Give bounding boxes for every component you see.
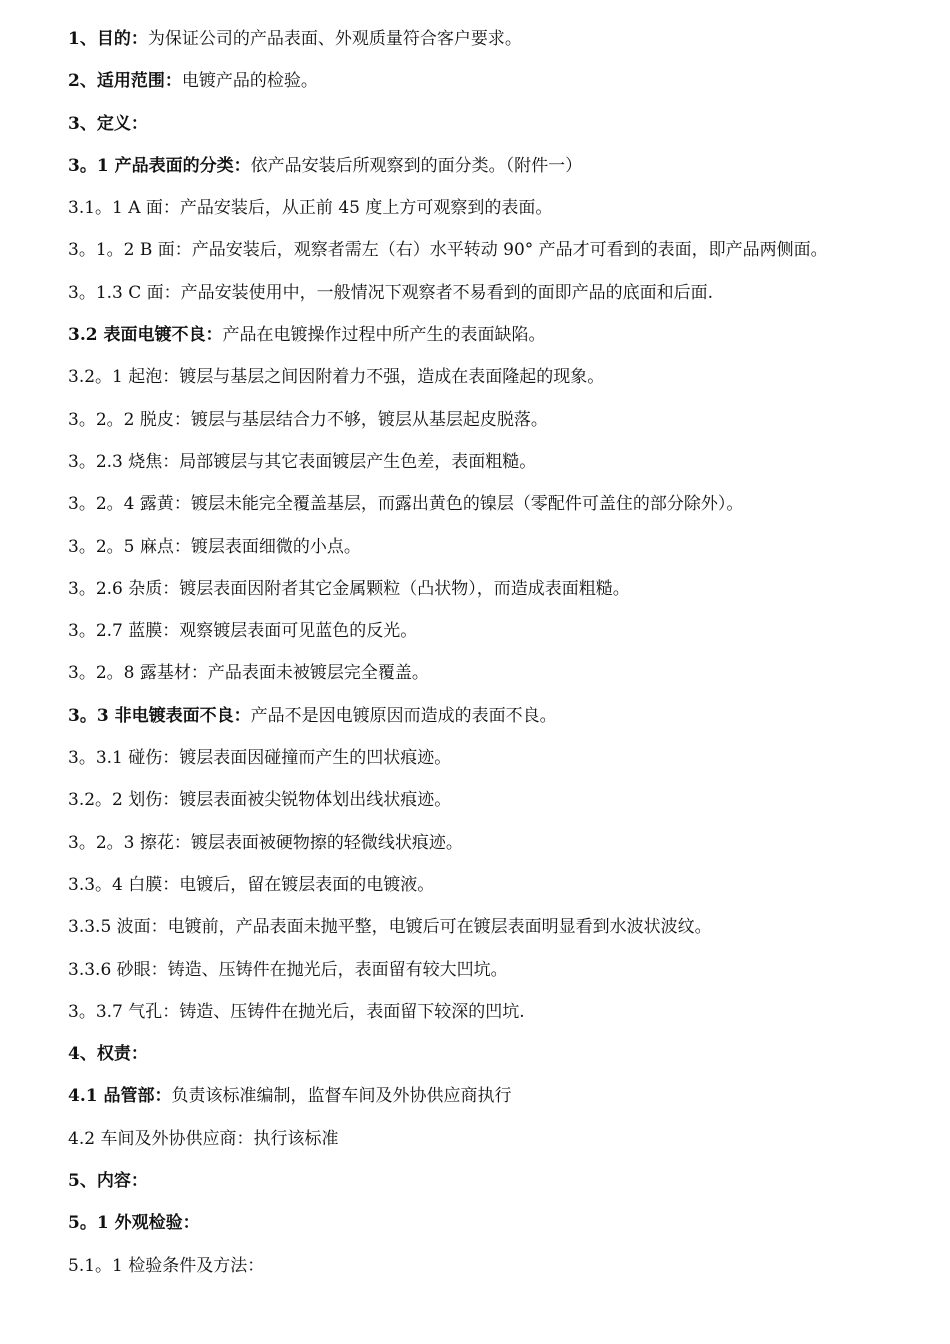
heading-text: 5。1 外观检验： — [68, 1213, 200, 1234]
body-text: 负责该标准编制，监督车间及外协供应商执行 — [171, 1086, 512, 1107]
body-text: 4.2 车间及外协供应商：执行该标准 — [68, 1128, 339, 1149]
doc-line-4-2 — [68, 1124, 938, 1166]
body-text: 3。2.3 烧焦：局部镀层与其它表面镀层产生色差，表面粗糙。 — [68, 451, 537, 472]
doc-line-3-2-7 — [68, 616, 938, 658]
doc-line-scope — [68, 66, 938, 108]
body-text: 3.1。1 A 面：产品安装后，从正前 45 度上方可观察到的表面。 — [68, 198, 553, 219]
doc-line-4-1 — [68, 1081, 938, 1123]
body-text: 产品在电镀操作过程中所产生的表面缺陷。 — [222, 325, 546, 346]
doc-line-3-3-1 — [68, 743, 938, 785]
doc-line-3-3-5 — [68, 912, 938, 954]
heading-text: 3.2 表面电镀不良： — [68, 325, 223, 346]
heading-text: 4、权责： — [68, 1044, 148, 1065]
doc-line-5-1-1 — [68, 1251, 938, 1293]
document-body — [68, 24, 938, 1293]
doc-line-3-1 — [68, 151, 938, 193]
doc-line-3-1-2 — [68, 235, 938, 277]
body-text: 依产品安装后所观察到的面分类。（附件一） — [250, 155, 583, 176]
body-text: 3.3.6 砂眼：铸造、压铸件在抛光后，表面留有较大凹坑。 — [68, 959, 508, 980]
heading-text: 3。3 非电镀表面不良： — [68, 705, 251, 726]
doc-line-3-3-6 — [68, 955, 938, 997]
doc-line-3-3-4 — [68, 870, 938, 912]
doc-line-3-3 — [68, 701, 938, 743]
doc-line-3-2 — [68, 320, 938, 362]
body-text: 3。2。3 擦花：镀层表面被硬物擦的轻微线状痕迹。 — [68, 832, 463, 853]
body-text: 3。3.7 气孔：铸造、压铸件在抛光后，表面留下较深的凹坑. — [68, 1001, 525, 1022]
body-text: 3.3。4 白膜：电镀后，留在镀层表面的电镀液。 — [68, 874, 435, 895]
doc-line-3-2-3 — [68, 447, 938, 489]
body-text: 3。2。8 露基材：产品表面未被镀层完全覆盖。 — [68, 663, 429, 684]
body-text: 3。3.1 碰伤：镀层表面因碰撞而产生的凹状痕迹。 — [68, 748, 452, 769]
doc-line-purpose — [68, 24, 938, 66]
body-text: 为保证公司的产品表面、外观质量符合客户要求。 — [147, 29, 522, 49]
body-text: 3.3.5 波面：电镀前，产品表面未抛平整，电镀后可在镀层表面明显看到水波状波纹。 — [68, 917, 712, 938]
heading-text: 3。1 产品表面的分类： — [68, 155, 251, 176]
doc-line-3-3-3 — [68, 828, 938, 870]
doc-line-responsibilities — [68, 1039, 938, 1081]
doc-line-5-1 — [68, 1208, 938, 1250]
doc-line-3-2-2 — [68, 405, 938, 447]
body-text: 3。1.3 C 面：产品安装使用中，一般情况下观察者不易看到的面即产品的底面和后面. — [68, 282, 714, 303]
doc-line-3-3-7 — [68, 997, 938, 1039]
doc-line-3-2-8 — [68, 658, 938, 700]
doc-line-3-2-1 — [68, 362, 938, 404]
body-text: 3。1。2 B 面：产品安装后，观察者需左（右）水平转动 90° 产品才可看到的表面，即产品两侧面。 — [68, 240, 828, 261]
body-text: 3。2。2 脱皮：镀层与基层结合力不够，镀层从基层起皮脱落。 — [68, 409, 548, 430]
heading-text: 4.1 品管部： — [68, 1086, 172, 1107]
heading-text: 2、适用范围： — [68, 71, 182, 92]
doc-line-3-2-6 — [68, 574, 938, 616]
doc-line-3-1-3 — [68, 278, 938, 320]
body-text: 5.1。1 检验条件及方法： — [68, 1255, 265, 1276]
body-text: 3.2。1 起泡：镀层与基层之间因附着力不强，造成在表面隆起的现象。 — [68, 367, 605, 388]
body-text: 3。2。5 麻点：镀层表面细微的小点。 — [68, 536, 361, 557]
body-text: 电镀产品的检验。 — [181, 71, 318, 92]
body-text: 3。2.7 蓝膜：观察镀层表面可见蓝色的反光。 — [68, 621, 418, 642]
heading-text: 3、定义： — [68, 113, 148, 134]
heading-text: 1、目的： — [68, 29, 148, 49]
body-text: 3。2。4 露黄：镀层未能完全覆盖基层，而露出黄色的镍层（零配件可盖住的部分除外）。 — [68, 494, 744, 515]
doc-line-content — [68, 1166, 938, 1208]
doc-line-3-3-2 — [68, 785, 938, 827]
doc-line-3-2-5 — [68, 532, 938, 574]
body-text: 产品不是因电镀原因而造成的表面不良。 — [250, 705, 557, 726]
body-text: 3.2。2 划伤：镀层表面被尖锐物体划出线状痕迹。 — [68, 790, 452, 811]
body-text: 3。2.6 杂质：镀层表面因附者其它金属颗粒（凸状物），而造成表面粗糙。 — [68, 578, 630, 599]
doc-line-3-2-4 — [68, 489, 938, 531]
doc-line-3-1-1 — [68, 193, 938, 235]
heading-text: 5、内容： — [68, 1171, 148, 1192]
doc-line-definitions — [68, 109, 938, 151]
